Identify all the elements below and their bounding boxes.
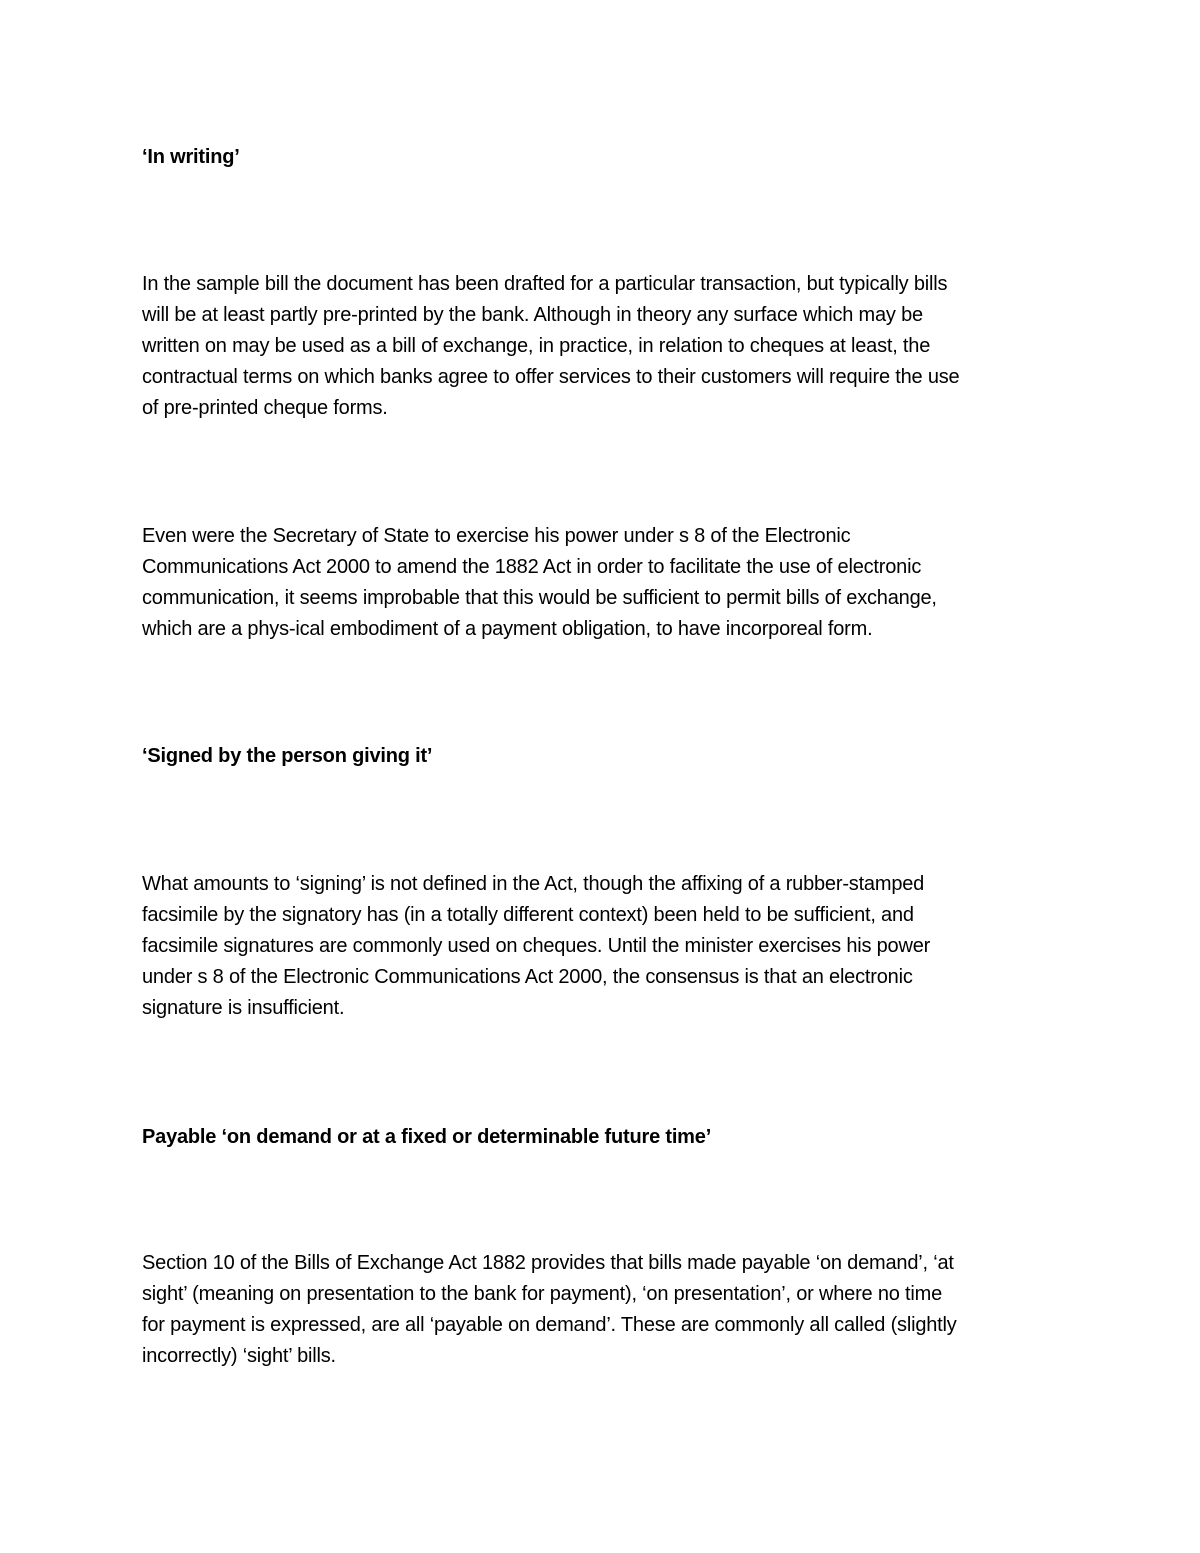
heading-payable: Payable ‘on demand or at a fixed or determinable future time’ (142, 1126, 712, 1148)
paragraph-signing (142, 869, 1072, 1024)
paragraph-line: contractual terms on which banks agree to offer services to their customers will require the use (142, 366, 960, 388)
paragraph-secretary-of-state (142, 521, 1072, 645)
paragraph-line: written on may be used as a bill of exchange, in practice, in relation to cheques at least, the (142, 335, 931, 357)
paragraph-line: Section 10 of the Bills of Exchange Act 1882 provides that bills made payable ‘on demand’, ‘at (142, 1252, 954, 1274)
heading-in-writing: ‘In writing’ (142, 146, 240, 168)
paragraph-line: under s 8 of the Electronic Communications Act 2000, the consensus is that an electronic (142, 966, 913, 988)
paragraph-line: What amounts to ‘signing’ is not defined in the Act, though the affixing of a rubber-stamped (142, 873, 925, 895)
paragraph-line: sight’ (meaning on presentation to the bank for payment), ‘on presentation’, or where no time (142, 1283, 943, 1305)
paragraph-sample-bill (142, 269, 1072, 424)
paragraph-line: In the sample bill the document has been drafted for a particular transaction, but typically bills (142, 273, 948, 295)
paragraph-line: communication, it seems improbable that this would be sufficient to permit bills of exchange, (142, 587, 937, 609)
paragraph-line: facsimile signatures are commonly used on cheques. Until the minister exercises his power (142, 935, 931, 957)
paragraph-line: signature is insufficient. (142, 997, 345, 1019)
paragraph-line: which are a phys-ical embodiment of a payment obligation, to have incorporeal form. (142, 618, 873, 640)
heading-signed: ‘Signed by the person giving it’ (142, 745, 433, 767)
paragraph-section-10 (142, 1248, 1072, 1372)
paragraph-line: incorrectly) ‘sight’ bills. (142, 1345, 336, 1367)
paragraph-line: for payment is expressed, are all ‘payable on demand’. These are commonly all called (slightly (142, 1314, 957, 1336)
paragraph-line: Even were the Secretary of State to exercise his power under s 8 of the Electronic (142, 525, 851, 547)
paragraph-line: facsimile by the signatory has (in a totally different context) been held to be sufficient, and (142, 904, 914, 926)
paragraph-line: will be at least partly pre-printed by the bank. Although in theory any surface which may be (142, 304, 923, 326)
paragraph-line: Communications Act 2000 to amend the 1882 Act in order to facilitate the use of electronic (142, 556, 922, 578)
paragraph-line: of pre-printed cheque forms. (142, 397, 388, 419)
